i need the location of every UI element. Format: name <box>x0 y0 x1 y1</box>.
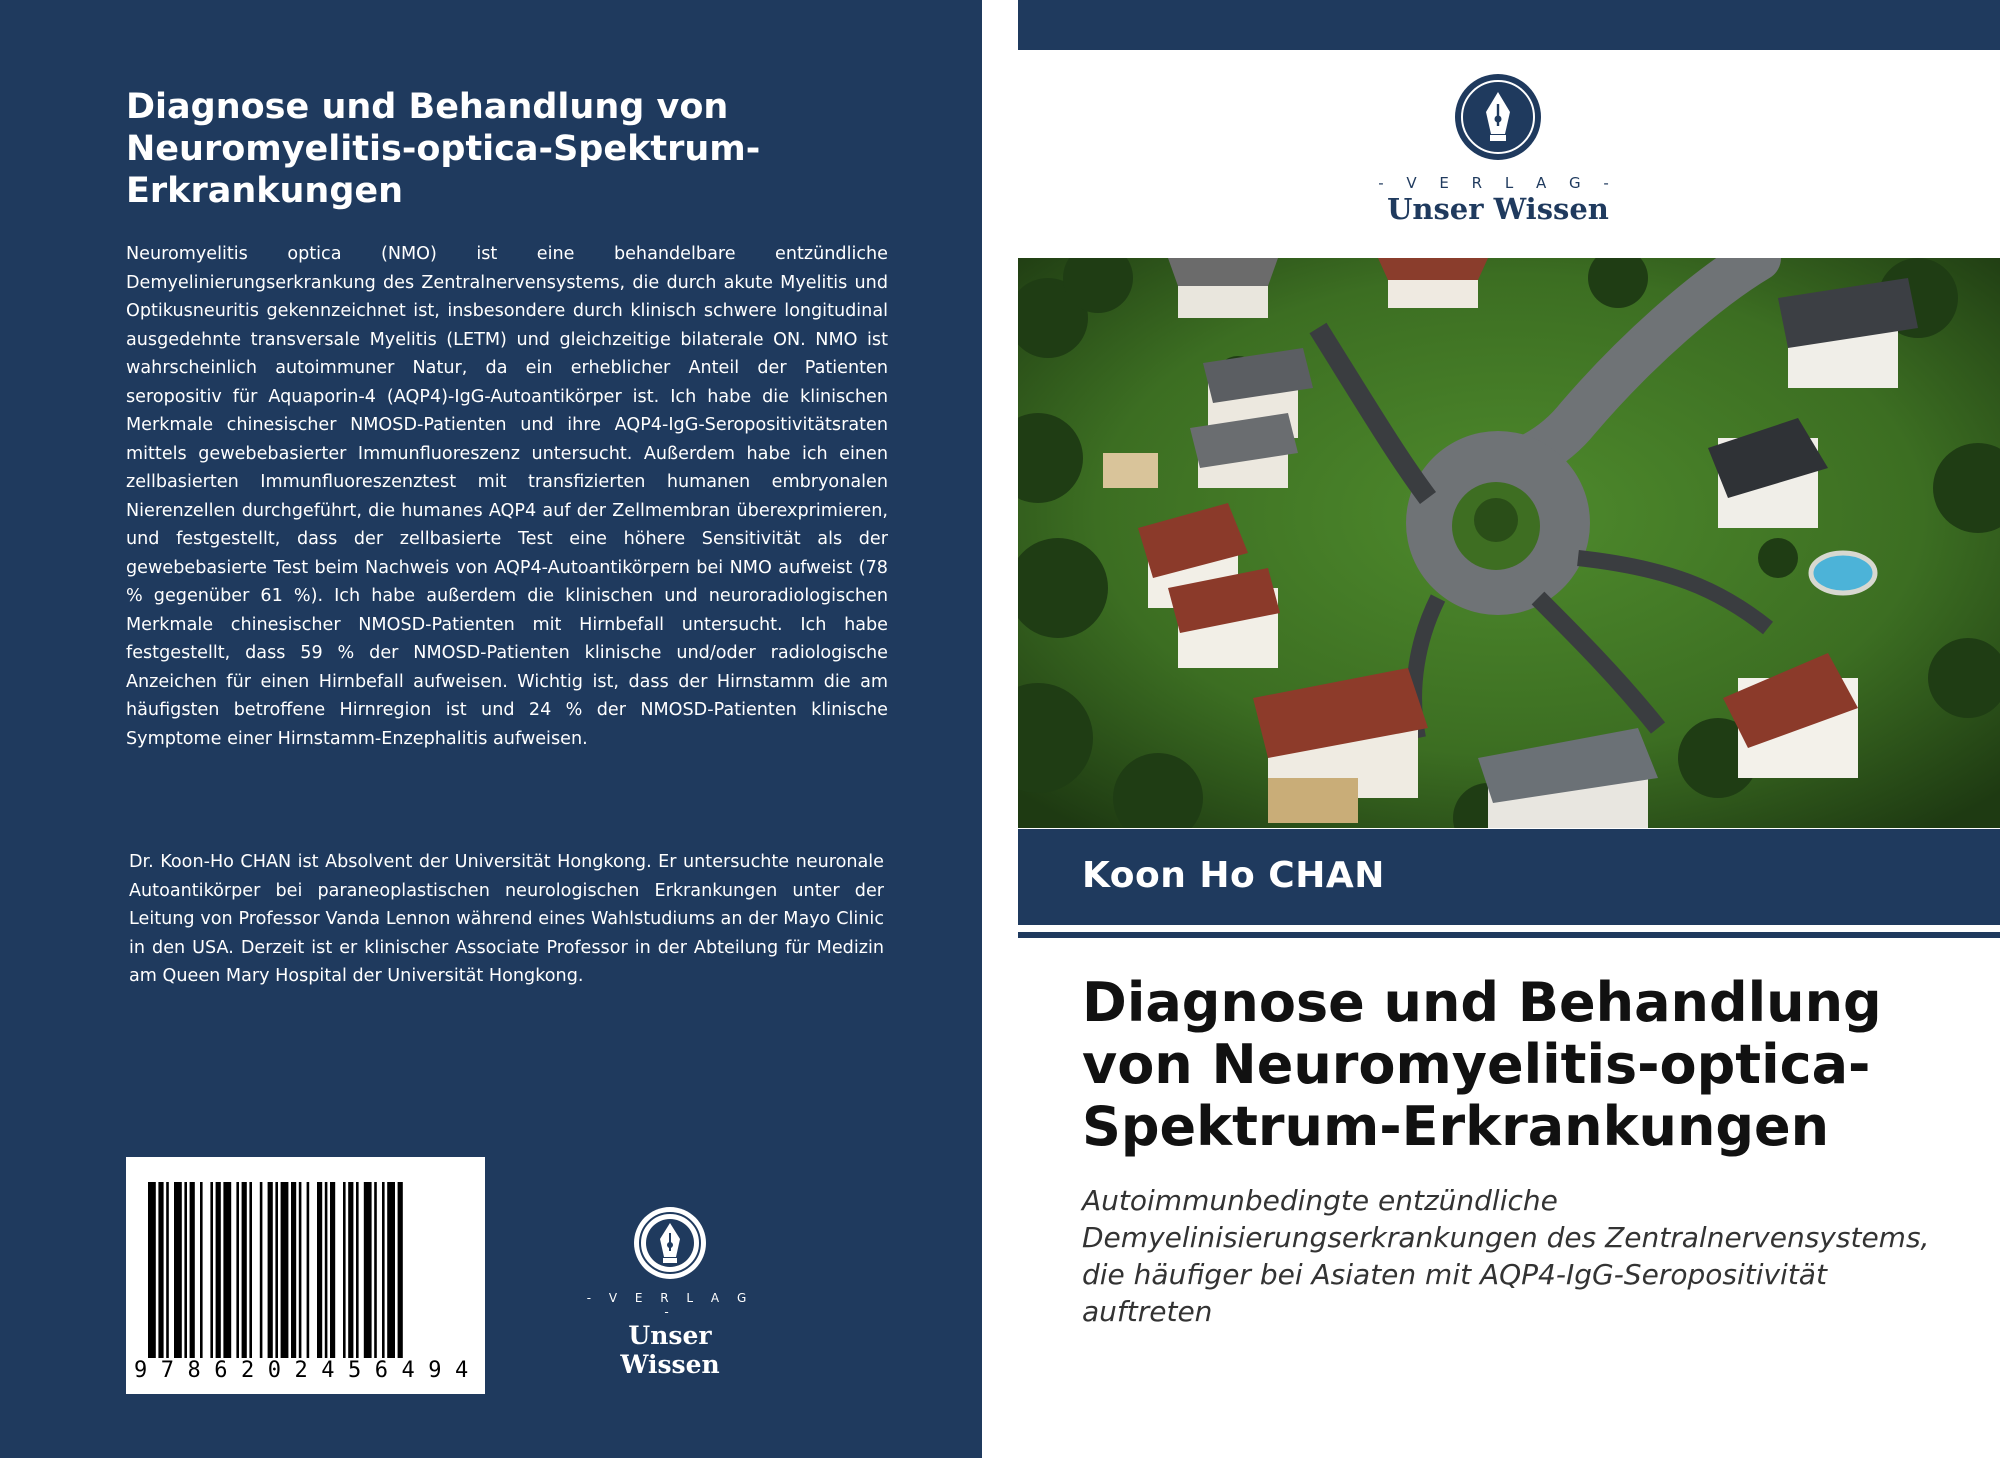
aerial-suburb-illustration <box>1018 258 2000 828</box>
author-bio: Dr. Koon-Ho CHAN ist Absolvent der Universität Hongkong. Er untersuchte neuronale Autoantikörper bei paraneoplastischen neurologischen Erkrankungen unter der Leitung von Professor Vanda Lennon während eines Wahlstudiums an der Mayo Clinic in den USA. Derzeit ist er klinischer Associate Professor in der Abteilung für Medizin am Queen Mary Hospital der Universität Hongkong. <box>129 852 884 986</box>
publisher-logo-back <box>580 1205 760 1379</box>
spine-gap <box>982 0 1018 1458</box>
publisher-verlag-label-front: - V E R L A G - <box>1378 174 1618 192</box>
pen-nib-icon <box>1453 72 1543 162</box>
divider-rule <box>1018 932 2000 938</box>
front-cover-subtitle: Autoimmunbedingte entzündliche Demyelinisierungserkrankungen des Zentralnervensystems, die häufiger bei Asiaten mit AQP4-IgG-Seropositivität auftreten <box>1082 1184 1930 1328</box>
publisher-name-back: Unser Wissen <box>620 1321 720 1379</box>
back-cover <box>0 0 982 1458</box>
author-name: Koon Ho CHAN <box>1082 855 1385 896</box>
front-cover-title: Diagnose und Behandlung von Neuromyelitis-optica-Spektrum-Erkrankungen <box>1082 971 1882 1158</box>
publisher-verlag-label-back: - V E R L A G - <box>586 1291 754 1319</box>
front-cover <box>1018 0 2000 1458</box>
top-band <box>1018 0 2000 50</box>
isbn-number: 9786202456494 <box>134 1358 482 1383</box>
back-cover-description: Neuromyelitis optica (NMO) ist eine behandelbare entzündliche Demyelinierungserkrankung des Zentralnervensystems, die durch akute Myelitis und Optikusneuritis gekennzeichnet ist, insbesondere durch klinisch schwere longitudinal ausgedehnte transversale Myelitis (LETM) und gleichzeitige bilaterale ON. NMO ist wahrscheinlich autoimmuner Natur, da ein erheblicher Anteil der Patienten seropositiv für Aquaporin-4 (AQP4)-IgG-Autoantikörper ist. Ich habe die klinischen Merkmale chinesischer NMOSD-Patienten und ihre AQP4-IgG-Seropositivitätsraten mittels gewebebasierter Immunfluoreszenz untersucht. Außerdem habe ich einen zellbasierten Immunfluoreszenztest mit transfizierten humanen embryonalen Nierenzellen durchgeführt, die humanes AQP4 auf der Zellmembran überexprimieren, und festgestellt, dass der zellbasierte Test eine höhere Sensitivität als der gewebebasierte Test beim Nachweis von AQP4-Autoantikörpern bei NMO aufweist (78 % gegenüber 61 %). Ich habe außerdem die klinischen und neuroradiologischen Merkmale chinesischer NMOSD-Patienten mit Hirnbefall untersucht. Ich habe festgestellt, dass 59 % der NMOSD-Patienten klinische und/oder radiologische Anzeichen für einen Hirnbefall aufweisen. Wichtig ist, dass der Hirnstamm die am häufigsten betroffene Hirnregion ist und 24 % der NMOSD-Patienten klinische Symptome einer Hirnstamm-Enzephalitis aufweisen. <box>126 244 888 749</box>
aerial-suburb-photo <box>1018 258 2000 828</box>
barcode <box>126 1157 485 1394</box>
publisher-name-front: Unser Wissen <box>1387 192 1609 226</box>
publisher-logo-front <box>1378 72 1618 226</box>
back-cover-title: Diagnose und Behandlung von Neuromyelitis-optica-Spektrum-Erkrankungen <box>126 87 761 211</box>
author-band <box>1018 829 2000 925</box>
pen-nib-icon <box>632 1205 708 1281</box>
barcode-bars-icon <box>148 1182 464 1358</box>
